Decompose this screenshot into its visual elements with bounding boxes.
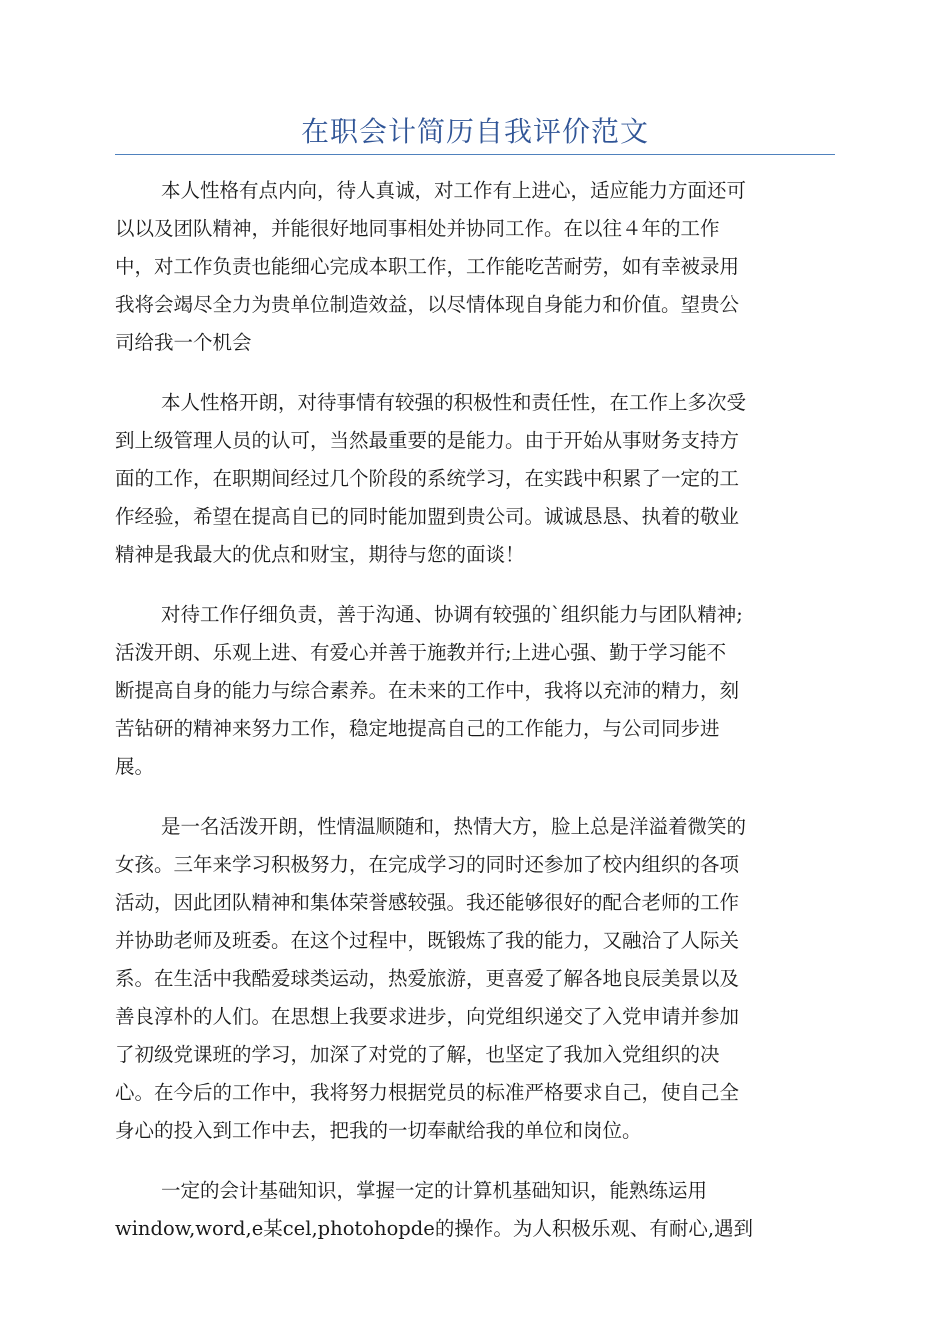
- paragraph-line: 中，对工作负责也能细心完成本职工作，工作能吃苦耐劳，如有幸被录用: [115, 255, 740, 278]
- paragraph-line: 对待工作仔细负责，善于沟通、协调有较强的`组织能力与团队精神;: [161, 603, 743, 626]
- document-body: [115, 172, 835, 1270]
- paragraph-line: 心。在今后的工作中，我将努力根据党员的标准严格要求自己，使自己全: [115, 1081, 740, 1104]
- paragraph-line: 活泼开朗、乐观上进、有爱心并善于施教并行;上进心强、勤于学习能不: [115, 641, 727, 664]
- paragraph-2: [115, 384, 835, 574]
- paragraph-line: 精神是我最大的优点和财宝，期待与您的面谈！: [115, 543, 525, 566]
- paragraph-line: 女孩。三年来学习积极努力，在完成学习的同时还参加了校内组织的各项: [115, 853, 740, 876]
- paragraph-line: 善良淳朴的人们。在思想上我要求进步，向党组织递交了入党申请并参加: [115, 1005, 740, 1028]
- title-underline: [115, 154, 835, 155]
- paragraph-line: 作经验，希望在提高自已的同时能加盟到贵公司。诚诚恳恳、执着的敬业: [115, 505, 740, 528]
- paragraph-line: 以以及团队精神，并能很好地同事相处并协同工作。在以往４年的工作: [115, 217, 720, 240]
- paragraph-line: 本人性格开朗，对待事情有较强的积极性和责任性，在工作上多次受: [161, 391, 747, 414]
- document-title: 在职会计简历自我评价范文: [300, 115, 649, 148]
- paragraph-4: [115, 808, 835, 1150]
- paragraph-line: 系。在生活中我酷爱球类运动，热爱旅游，更喜爱了解各地良辰美景以及: [115, 967, 740, 990]
- paragraph-line: 到上级管理人员的认可，当然最重要的是能力。由于开始从事财务支持方: [115, 429, 740, 452]
- paragraph-line: 本人性格有点内向，待人真诚，对工作有上进心，适应能力方面还可: [161, 179, 747, 202]
- paragraph-line: 面的工作，在职期间经过几个阶段的系统学习，在实践中积累了一定的工: [115, 467, 740, 490]
- paragraph-line: window,word,e某cel,photohopde的操作。为人积极乐观、有耐心,遇到: [115, 1217, 754, 1240]
- paragraph-line: 我将会竭尽全力为贵单位制造效益，以尽情体现自身能力和价值。望贵公: [115, 293, 740, 316]
- paragraph-line: 苦钻研的精神来努力工作，稳定地提高自己的工作能力，与公司同步进: [115, 717, 720, 740]
- paragraph-line: 断提高自身的能力与综合素养。在未来的工作中，我将以充沛的精力，刻: [115, 679, 740, 702]
- paragraph-line: 司给我一个机会: [115, 331, 252, 354]
- paragraph-line: 展。: [115, 755, 155, 778]
- paragraph-1: [115, 172, 835, 362]
- paragraph-line: 了初级党课班的学习，加深了对党的了解，也坚定了我加入党组织的决: [115, 1043, 720, 1066]
- paragraph-3: [115, 596, 835, 786]
- paragraph-line: 是一名活泼开朗，性情温顺随和，热情大方，脸上总是洋溢着微笑的: [161, 815, 747, 838]
- paragraph-5: [115, 1172, 835, 1248]
- paragraph-line: 一定的会计基础知识，掌握一定的计算机基础知识，能熟练运用: [161, 1179, 708, 1202]
- paragraph-line: 活动，因此团队精神和集体荣誉感较强。我还能够很好的配合老师的工作: [115, 891, 740, 914]
- paragraph-line: 身心的投入到工作中去，把我的一切奉献给我的单位和岗位。: [115, 1119, 642, 1142]
- paragraph-line: 并协助老师及班委。在这个过程中，既锻炼了我的能力，又融洽了人际关: [115, 929, 740, 952]
